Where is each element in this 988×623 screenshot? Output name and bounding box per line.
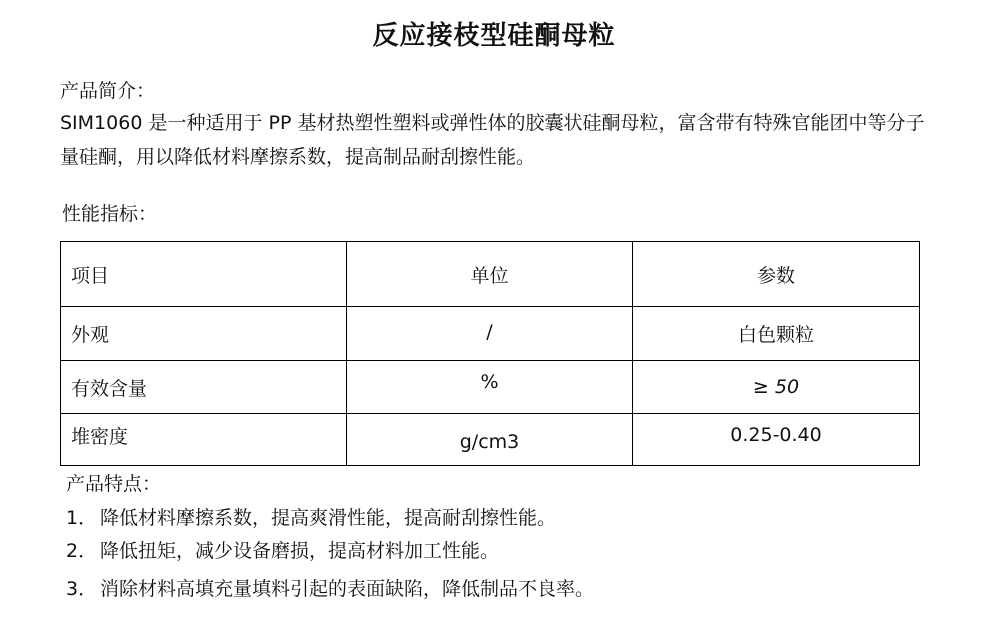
document-title: 反应接枝型硅酮母粒 bbox=[372, 21, 616, 51]
list-item-text: 消除材料高填充量填料引起的表面缺陷，降低制品不良率。 bbox=[100, 578, 595, 600]
list-item-text: 降低材料摩擦系数，提高爽滑性能，提高耐刮擦性能。 bbox=[100, 507, 557, 529]
intro-paragraph: SIM1060 是一种适用于 PP 基材热塑性塑料或弹性体的胶囊状硅酮母粒，富含带有特殊官能团中等分子量硅酮，用以降低材料摩擦系数，提高制品耐刮擦性能。 bbox=[60, 112, 925, 168]
cell-item: 堆密度 bbox=[61, 414, 347, 466]
cell-unit: g/cm3 bbox=[347, 414, 633, 466]
table-row bbox=[61, 307, 920, 361]
cell-item: 外观 bbox=[61, 307, 347, 361]
spec-table bbox=[60, 241, 920, 466]
cell-value: ≥ 50 bbox=[633, 361, 920, 414]
cell-unit: % bbox=[347, 361, 633, 414]
list-item-number: 2． bbox=[66, 540, 98, 562]
header-item: 项目 bbox=[61, 242, 347, 307]
list-item bbox=[66, 502, 594, 535]
cell-value: 白色颗粒 bbox=[633, 307, 920, 361]
cell-item: 有效含量 bbox=[61, 361, 347, 414]
table-row bbox=[61, 414, 920, 466]
list-item-number: 1． bbox=[66, 507, 98, 529]
table-header-row bbox=[61, 242, 920, 307]
list-item-text: 降低扭矩，减少设备磨损，提高材料加工性能。 bbox=[100, 540, 500, 562]
intro-heading: 产品简介： bbox=[60, 80, 156, 102]
spec-heading: 性能指标： bbox=[62, 203, 158, 225]
list-item-number: 3． bbox=[66, 578, 98, 600]
cell-unit: / bbox=[347, 307, 633, 361]
table-row bbox=[61, 361, 920, 414]
features-heading: 产品特点： bbox=[66, 473, 162, 495]
cell-value: 0.25-0.40 bbox=[633, 414, 920, 466]
header-value: 参数 bbox=[633, 242, 920, 307]
header-unit: 单位 bbox=[347, 242, 633, 307]
list-item bbox=[66, 535, 594, 568]
features-list bbox=[66, 502, 594, 606]
list-item bbox=[66, 573, 594, 606]
